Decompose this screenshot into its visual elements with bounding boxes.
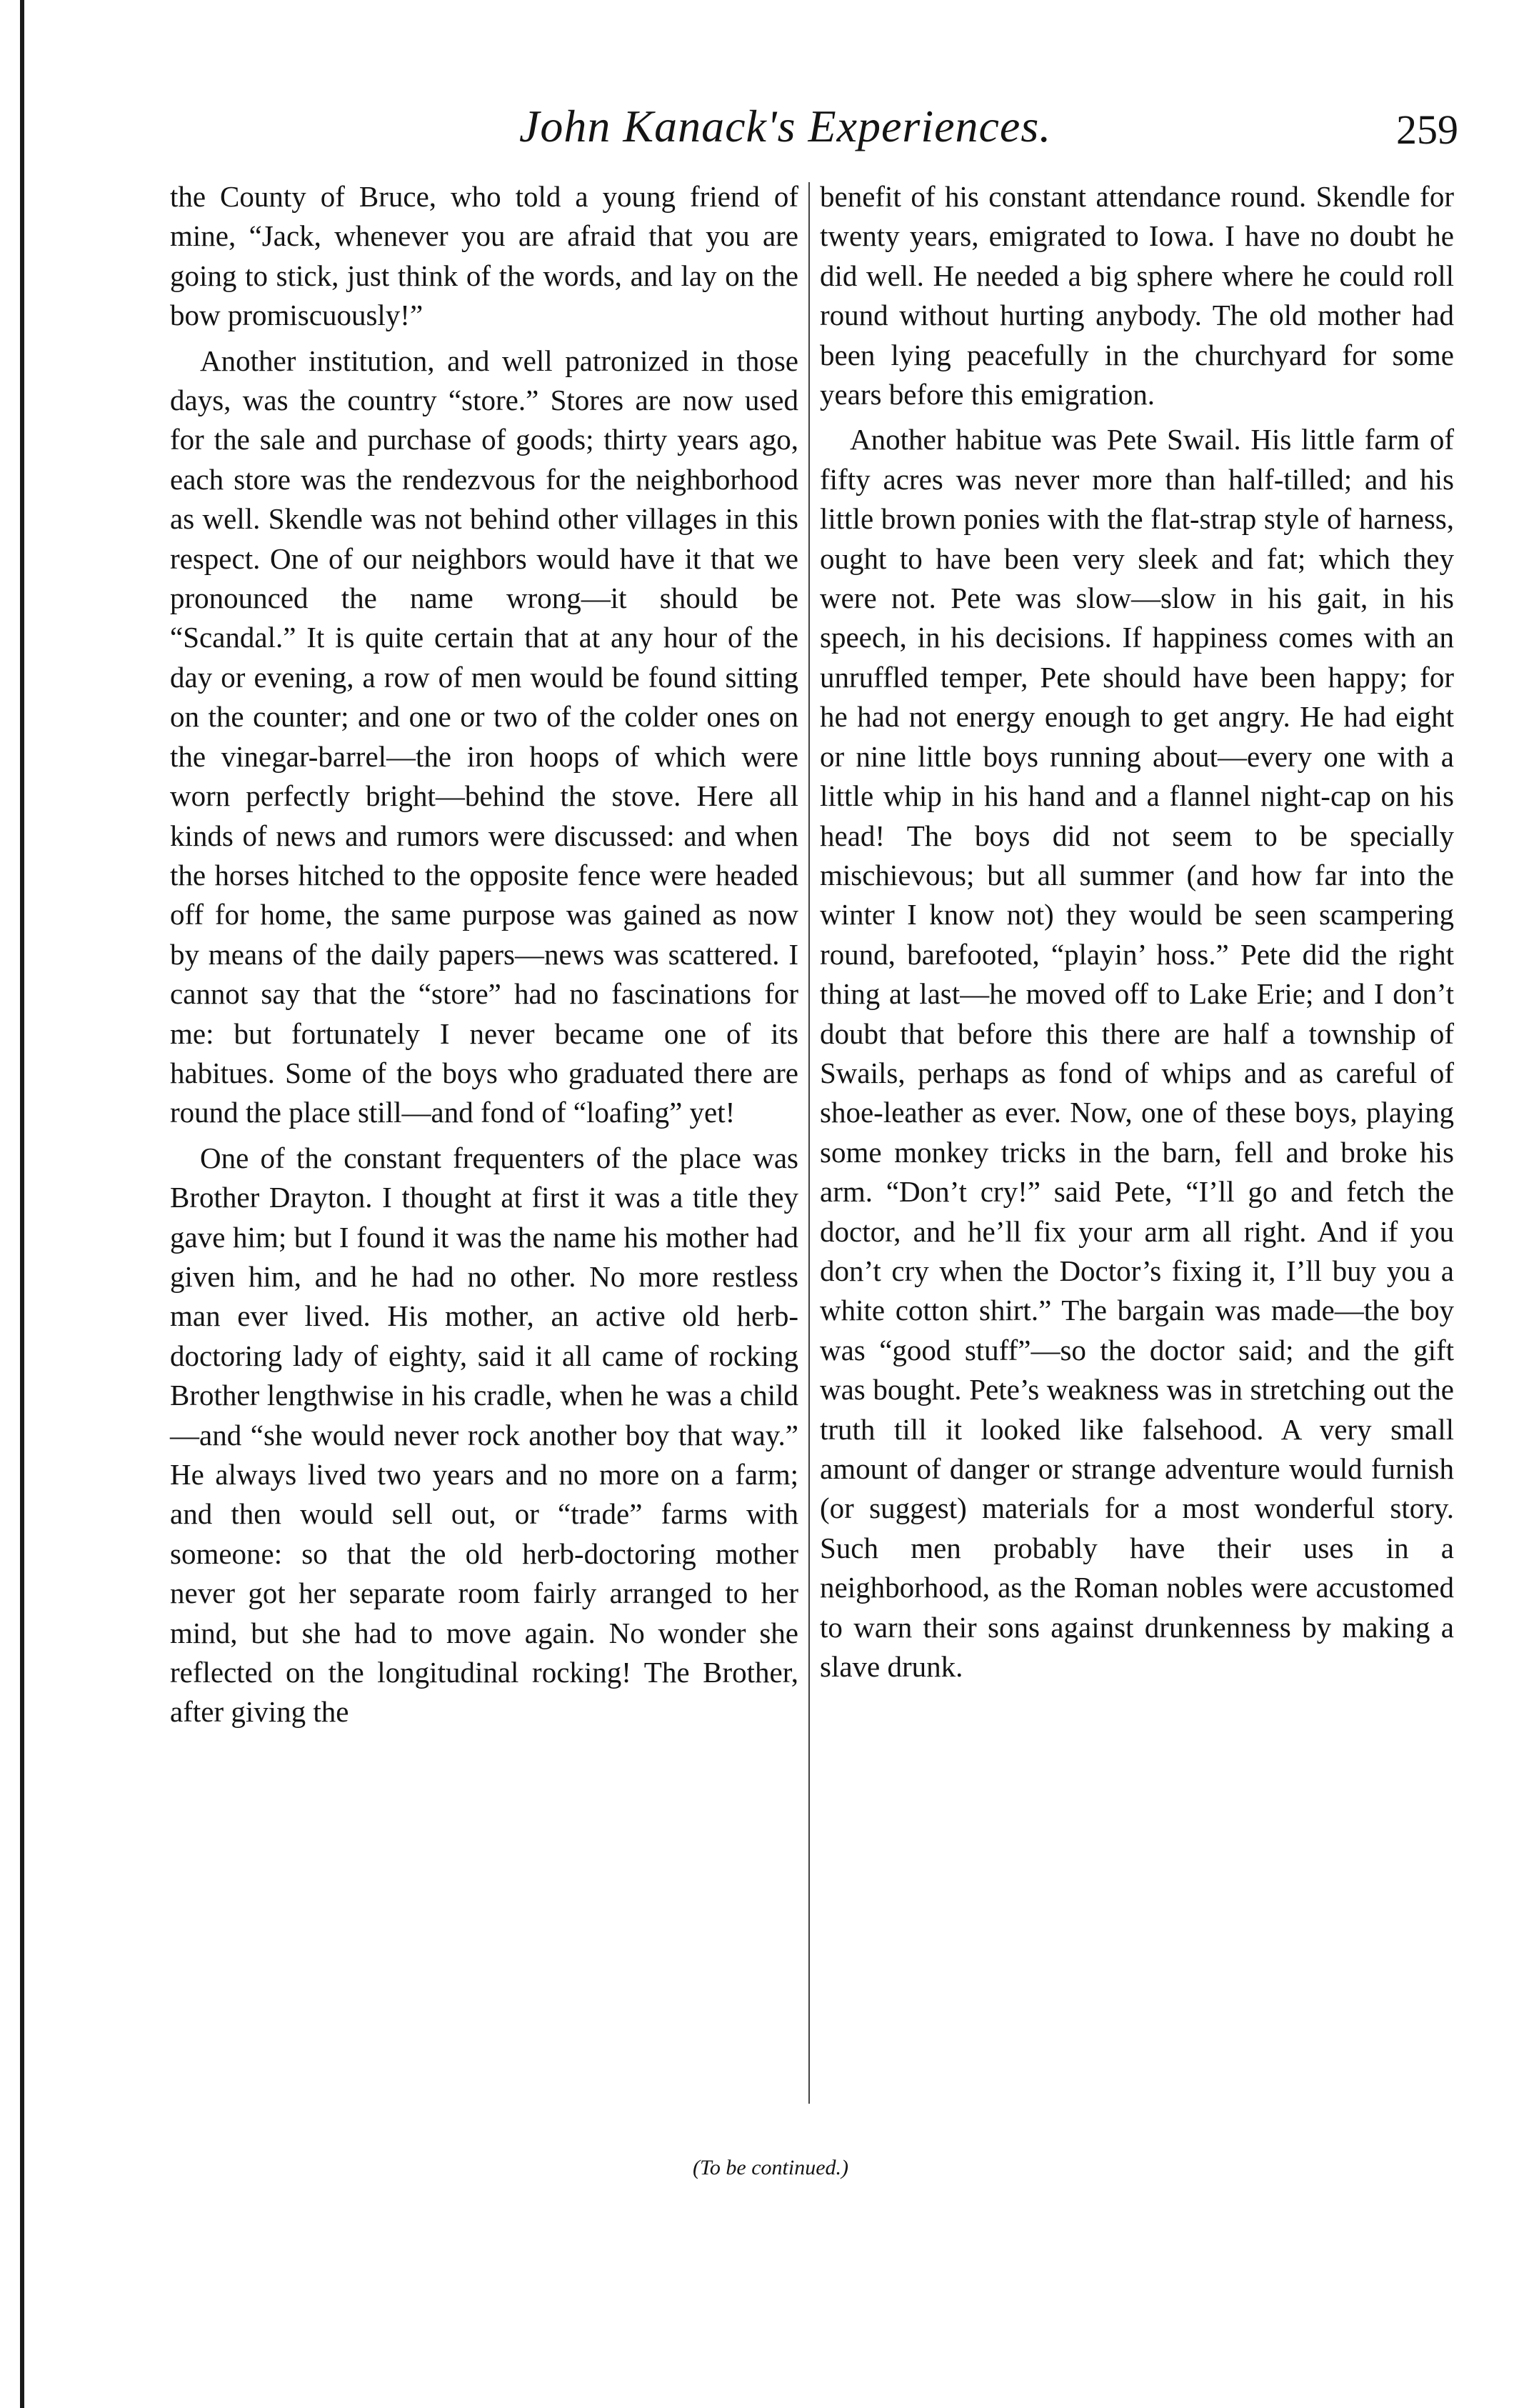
to-be-continued-note: (To be continued.) [693,2156,849,2179]
column-divider [808,182,810,2104]
paragraph-brother-drayton: One of the constant frequenters of the place was Brother Drayton. I thought at first it was a title they gave him; but I found it was the name his mother had given him, and he had no other. No more restless man ever lived. His mother, an active old herb-doctoring lady of eighty, said it all came of rocking Brother lengthwise in his cradle, when he was a child—and “she would never rock another boy that way.” He always lived two years and no more on a farm; and then would sell out, or “trade” farms with someone: so that the old herb-doctoring mother never got her separate room fairly arranged to her mind, but she had to move again. No wonder she reflected on the longitudinal rocking! The Brother, after giving the [170,1141,798,1729]
right-column [820,177,1454,1692]
page-edge [20,0,24,2408]
left-column [170,177,798,1738]
page-number: 259 [1396,106,1458,153]
running-title: John Kanack's Experiences. [519,101,1052,151]
paragraph-drayton-emigration: benefit of his constant attendance round. Skendle for twenty years, emigrated to Iowa. I have no doubt he did well. He needed a big sphere where he could roll round without hurting anybody. The old mother had been lying peacefully in the churchyard for some years before this emigration. [820,180,1454,411]
paragraph-country-store: Another institution, and well patronized in those days, was the country “store.” Stores are now used for the sale and purchase of goods; thirty years ago, each store was the rendezvous for the neighborhood as well. Skendle was not behind other villages in this respect. One of our neighbors would have it that we pronounced the name wrong—it should be “Scandal.” It is quite certain that at any hour of the day or evening, a row of men would be found sitting on the counter; and one or two of the colder ones on the vinegar-barrel—the iron hoops of which were worn perfectly bright—behind the stove. Here all kinds of news and rumors were discussed: and when the horses hitched to the opposite fence were headed off for home, the same purpose was gained as now by means of the daily papers—news was scattered. I cannot say that the “store” had no fascinations for me: but fortunately I never became one of its habitues. Some of the boys who graduated there are round the place still—and fond of “loafing” yet! [170,344,798,1129]
paragraph-bruce-anecdote: the County of Bruce, who told a young friend of mine, “Jack, whenever you are afraid that you are going to stick, just think of the words, and lay on the bow promiscuously!” [170,180,798,332]
paragraph-pete-swail: Another habitue was Pete Swail. His little farm of fifty acres was never more than half-tilled; and his little brown ponies with the flat-strap style of harness, ought to have been very sleek and fat; which they were not. Pete was slow—slow in his gait, in his speech, in his decisions. If happiness comes with an unruffled temper, Pete should have been happy; for he had not energy enough to get angry. He had eight or nine little boys running about—every one with a little whip in his hand and a flannel night-cap on his head! The boys did not seem to be specially mischievous; but all summer (and how far into the winter I know not) they would be seen scampering round, barefooted, “playin’ hoss.” Pete did the right thing at last—he moved off to Lake Erie; and I don’t doubt that before this there are half a township of Swails, perhaps as fond of whips and as careful of shoe-leather as ever. Now, one of these boys, playing some monkey tricks in the barn, fell and broke his arm. “Don’t cry!” said Pete, “I’ll go and fetch the doctor, and he’ll fix your arm all right. And if you don’t cry when the Doctor’s fixing it, I’ll buy you a white cotton shirt.” The bargain was made—the boy was “good stuff”—so the doctor said; and the gift was bought. Pete’s weakness was in stretching out the truth till it looked like falsehood. A very small amount of danger or strange adventure would furnish (or suggest) materials for a most wonderful story. Such men probably have their uses in a neighborhood, as the Roman nobles were accustomed to warn their sons against drunkenness by making a slave drunk. [820,423,1454,1684]
